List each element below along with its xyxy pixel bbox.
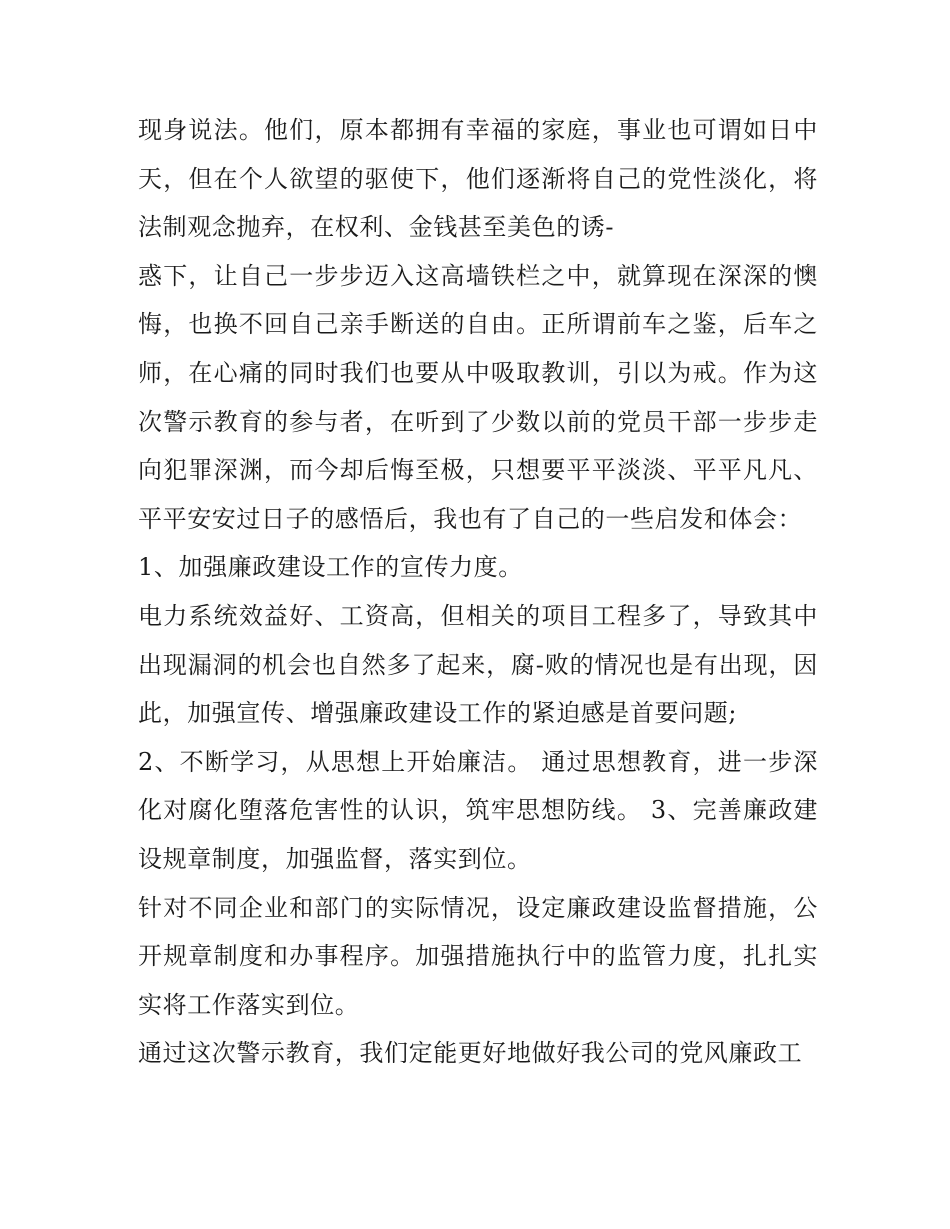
paragraph-3-heading: 1、加强廉政建设工作的宣传力度。 bbox=[138, 553, 523, 582]
paragraph-7: 通过这次警示教育，我们定能更好地做好我公司的党风廉政工 bbox=[138, 1039, 803, 1068]
paragraph-2: 惑下，让自己一步步迈入这高墙铁栏之中，就算现在深深的懊悔，也换不回自己亲手断送的自由。正所谓前车之鉴，后车之师，在心痛的同时我们也要从中吸取教训，引以为戒。作为这次警示教育的参与者，在听到了少数以前的党员干部一步步走向犯罪深渊，而今却后悔至极，只想要平平淡淡、平平凡凡、平平安安过日子的感悟后，我也有了自己的一些启发和体会： bbox=[138, 261, 818, 533]
paragraph-1: 现身说法。他们，原本都拥有幸福的家庭，事业也可谓如日中天，但在个人欲望的驱使下，他们逐渐将自己的党性淡化，将法制观念抛弃，在权利、金钱甚至美色的诱- bbox=[138, 116, 818, 242]
document-body bbox=[138, 106, 818, 1078]
paragraph-6: 针对不同企业和部门的实际情况，设定廉政建设监督措施，公开规章制度和办事程序。加强措施执行中的监管力度，扎扎实实将工作落实到位。 bbox=[138, 893, 818, 1019]
paragraph-4: 电力系统效益好、工资高，但相关的项目工程多了，导致其中出现漏洞的机会也自然多了起来，腐-败的情况也是有出现，因此，加强宣传、增强廉政建设工作的紧迫感是首要问题; bbox=[138, 601, 818, 728]
paragraph-5: 2、不断学习，从思想上开始廉洁。 通过思想教育，进一步深化对腐化堕落危害性的认识，筑牢思想防线。 3、完善廉政建设规章制度，加强监督，落实到位。 bbox=[138, 747, 818, 873]
